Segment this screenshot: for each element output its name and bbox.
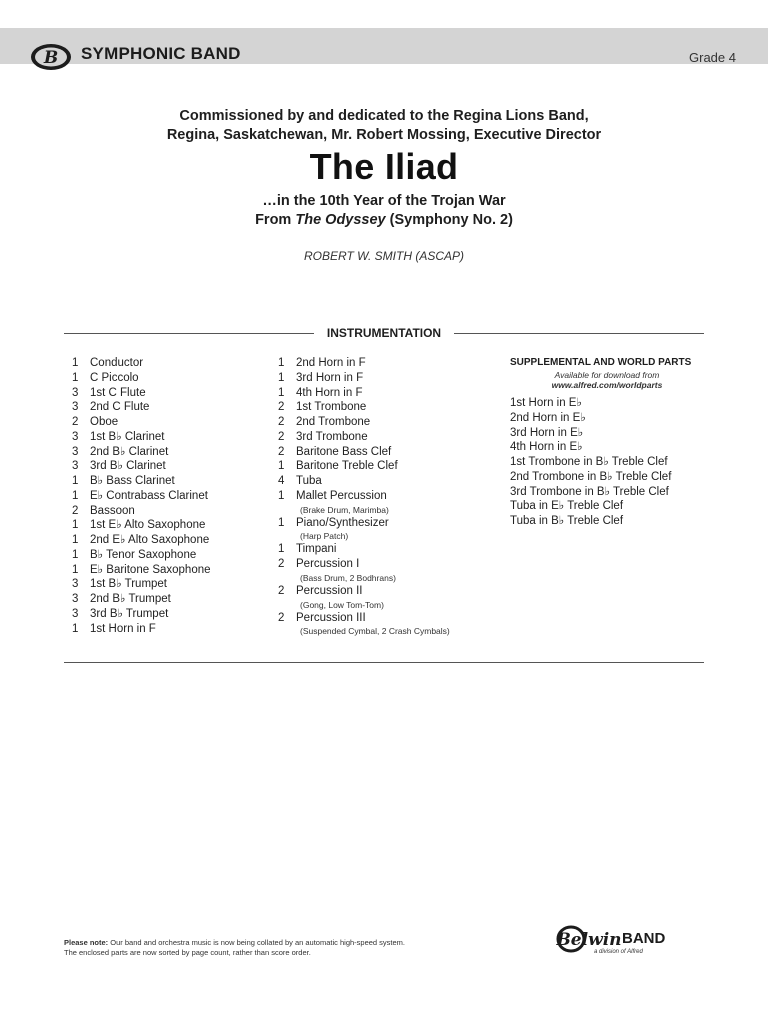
instrument-quantity: 2 — [72, 416, 79, 428]
subtitle-work-title: The Odyssey — [295, 212, 386, 228]
instrument-row — [278, 611, 493, 626]
instrument-quantity: 1 — [72, 548, 79, 561]
instrument-quantity: 1 — [72, 622, 79, 635]
instrument-row — [72, 592, 262, 607]
instrument-note: (Gong, Low Tom-Tom) — [300, 599, 384, 610]
instrument-quantity: 2 — [278, 445, 285, 458]
instrument-row — [278, 474, 493, 489]
instrument-name: Percussion I — [296, 558, 360, 570]
instrument-name: 3rd B♭ Trumpet — [90, 607, 169, 620]
instrument-name: E♭ Contrabass Clarinet — [90, 489, 208, 502]
instrument-column-1 — [72, 356, 262, 636]
instrument-quantity: 1 — [72, 519, 79, 532]
footnote-line-1 — [64, 938, 405, 948]
instrument-name: B♭ Bass Clarinet — [90, 475, 175, 487]
supplemental-item: 3rd Horn in E♭ — [510, 426, 584, 439]
instrument-name: 3rd Horn in F — [296, 371, 364, 384]
instrument-note: (Bass Drum, 2 Bodhrans) — [300, 572, 396, 583]
instrument-row — [278, 584, 493, 599]
instrument-name: 1st B♭ Clarinet — [90, 430, 165, 443]
instrument-name: 1st C Flute — [90, 386, 146, 399]
instrument-row — [278, 371, 493, 386]
instrument-quantity: 3 — [72, 460, 79, 473]
instrument-name: B♭ Tenor Saxophone — [90, 548, 197, 561]
instrument-quantity: 2 — [278, 416, 285, 428]
footnote-line-2: The enclosed parts are now sorted by page count, rather than score order. — [64, 948, 311, 957]
subtitle-prefix: From — [255, 212, 296, 228]
instrument-quantity: 2 — [278, 401, 285, 414]
footnote — [64, 938, 405, 958]
instrument-name: 2nd C Flute — [90, 401, 150, 414]
instrument-quantity: 2 — [278, 611, 285, 624]
instrument-row — [72, 386, 262, 401]
instrument-quantity: 1 — [72, 357, 79, 369]
instrument-row — [278, 415, 493, 430]
instrument-quantity: 1 — [278, 357, 285, 369]
instrument-name: 2nd B♭ Trumpet — [90, 593, 171, 605]
instrument-row — [278, 542, 493, 557]
subtitle-line-1: …in the 10th Year of the Trojan War — [262, 193, 506, 209]
instrument-quantity: 1 — [72, 475, 79, 487]
supplemental-item: 4th Horn in E♭ — [510, 441, 583, 454]
instrument-row — [278, 386, 493, 401]
instrument-row — [72, 400, 262, 415]
instrument-row — [278, 356, 493, 371]
supplemental-list — [510, 396, 671, 529]
instrument-quantity: 3 — [72, 445, 79, 458]
instrument-quantity: 3 — [72, 430, 79, 443]
instrument-row — [72, 356, 262, 371]
bottom-rule — [64, 662, 704, 663]
instrument-row — [72, 430, 262, 445]
instrument-quantity: 3 — [72, 578, 79, 591]
instrument-quantity: 1 — [278, 516, 285, 529]
instrument-quantity: 2 — [72, 504, 79, 517]
instrument-row — [72, 607, 262, 622]
instrument-row — [278, 459, 493, 474]
instrument-row — [278, 489, 493, 504]
instrument-name: Percussion II — [296, 584, 363, 597]
supplemental-item: 3rd Trombone in B♭ Treble Clef — [510, 485, 669, 498]
instrument-name: 3rd B♭ Clarinet — [90, 460, 166, 473]
publisher-band: BAND — [622, 930, 666, 947]
instrument-name: 1st B♭ Trumpet — [90, 578, 168, 591]
instrument-row — [72, 533, 262, 548]
instrument-quantity: 1 — [72, 371, 79, 384]
instrument-row — [278, 516, 493, 531]
supplemental-item: 1st Horn in E♭ — [510, 397, 582, 409]
instrument-row — [278, 445, 493, 460]
instrument-name: 4th Horn in F — [296, 386, 363, 399]
instrument-quantity: 3 — [72, 593, 79, 605]
instrument-quantity: 3 — [72, 401, 79, 414]
supplemental-url: www.alfred.com/worldparts — [551, 380, 663, 390]
instrument-row — [72, 563, 262, 578]
supplemental-item: 1st Trombone in B♭ Treble Clef — [510, 456, 668, 468]
heading-rule-right — [454, 333, 704, 334]
supplemental-item: 2nd Trombone in B♭ Treble Clef — [510, 470, 672, 483]
instrument-row — [72, 474, 262, 489]
piece-title: The Iliad — [309, 146, 459, 187]
instrument-name: Mallet Percussion — [296, 489, 387, 502]
instrument-note: (Brake Drum, Marimba) — [300, 504, 389, 515]
instrument-name: Percussion III — [296, 611, 366, 624]
instrument-row — [278, 557, 493, 572]
svg-text:Belwin: Belwin — [556, 930, 622, 950]
instrument-quantity: 2 — [278, 558, 285, 570]
instrument-name: 2nd B♭ Clarinet — [90, 445, 169, 458]
publisher-division: a division of Alfred — [594, 949, 643, 955]
instrument-row — [278, 400, 493, 415]
instrument-name: 2nd E♭ Alto Saxophone — [90, 534, 210, 546]
instrument-row — [72, 415, 262, 430]
instrument-quantity: 3 — [72, 607, 79, 620]
instrument-row — [72, 459, 262, 474]
instrument-quantity: 2 — [278, 584, 285, 597]
instrument-name: Piano/Synthesizer — [296, 516, 389, 529]
instrument-quantity: 1 — [72, 534, 79, 546]
supplemental-item: 2nd Horn in E♭ — [510, 411, 586, 424]
instrument-name: Timpani — [296, 543, 337, 556]
instrument-name: Conductor — [90, 357, 144, 369]
instrument-row — [72, 489, 262, 504]
instrument-quantity: 3 — [72, 386, 79, 399]
instrument-quantity: 1 — [278, 371, 285, 384]
instrument-name: Baritone Treble Clef — [296, 460, 398, 473]
instrument-quantity: 1 — [72, 489, 79, 502]
instrument-name: 1st E♭ Alto Saxophone — [90, 519, 206, 532]
supplemental-available: Available for download from — [554, 370, 660, 380]
instrument-quantity: 4 — [278, 475, 285, 487]
instrument-row — [72, 622, 262, 637]
dedication-line-1: Commissioned by and dedicated to the Regina Lions Band, — [179, 108, 589, 124]
instrument-name: 3rd Trombone — [296, 430, 368, 443]
instrument-name: Bassoon — [90, 504, 135, 517]
instrument-row — [72, 445, 262, 460]
instrument-name: Baritone Bass Clef — [296, 445, 392, 458]
supplemental-item: Tuba in B♭ Treble Clef — [510, 515, 624, 527]
instrument-name: C Piccolo — [90, 371, 139, 384]
grade-label: Grade 4 — [689, 50, 736, 65]
instrument-quantity: 1 — [278, 543, 285, 556]
instrument-row — [72, 504, 262, 519]
svg-text:B: B — [43, 48, 59, 68]
instrument-row — [278, 430, 493, 445]
instrument-note: (Suspended Cymbal, 2 Crash Cymbals) — [300, 626, 450, 637]
subtitle-suffix: (Symphony No. 2) — [385, 212, 513, 228]
footnote-label: Please note: — [64, 938, 109, 947]
instrument-name: 1st Horn in F — [90, 622, 156, 635]
supplemental-item: Tuba in E♭ Treble Clef — [510, 500, 624, 513]
instrument-name: Tuba — [296, 475, 322, 487]
instrument-quantity: 2 — [278, 430, 285, 443]
instrument-quantity: 1 — [278, 460, 285, 473]
instrument-quantity: 1 — [278, 489, 285, 502]
instrument-quantity: 1 — [72, 563, 79, 576]
instrument-column-2 — [278, 356, 493, 637]
instrumentation-heading: INSTRUMENTATION — [326, 326, 442, 340]
instrument-row — [72, 548, 262, 563]
subtitle-line-2 — [0, 212, 768, 228]
instrument-name: 2nd Trombone — [296, 416, 371, 428]
dedication-line-2: Regina, Saskatchewan, Mr. Robert Mossing, Executive Director — [166, 127, 602, 143]
instrument-name: Oboe — [90, 416, 119, 428]
instrument-note: (Harp Patch) — [300, 531, 349, 542]
instrument-quantity: 1 — [278, 386, 285, 399]
instrument-name: E♭ Baritone Saxophone — [90, 563, 211, 576]
instrument-row — [72, 371, 262, 386]
supplemental-heading: SUPPLEMENTAL AND WORLD PARTS — [510, 357, 692, 368]
instrument-row — [72, 577, 262, 592]
footnote-text-1: Our band and orchestra music is now being collated by an automatic high-speed system. — [108, 938, 406, 947]
instrument-row — [72, 518, 262, 533]
instrument-name: 1st Trombone — [296, 401, 367, 414]
instrument-name: 2nd Horn in F — [296, 357, 366, 369]
series-title: SYMPHONIC BAND — [81, 44, 241, 63]
belwin-b-logo-icon — [30, 42, 72, 72]
composer: ROBERT W. SMITH (ASCAP) — [303, 249, 464, 263]
